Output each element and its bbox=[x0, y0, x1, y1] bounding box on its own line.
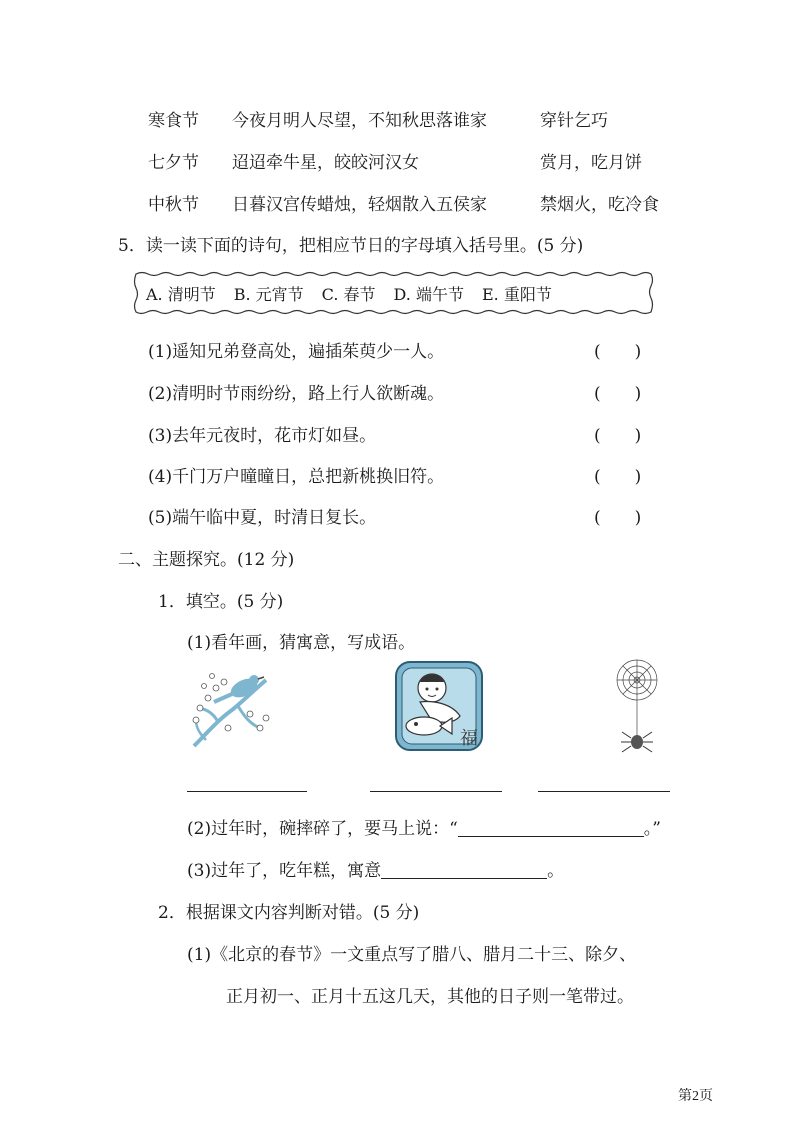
answer-blank-1[interactable] bbox=[187, 790, 307, 792]
poem-line: 今夜月明人尽望，不知秋思落谁家 bbox=[232, 111, 487, 131]
custom-label: 禁烟火，吃冷食 bbox=[540, 195, 659, 215]
poem-line: 迢迢牵牛星，皎皎河汉女 bbox=[232, 153, 419, 173]
subquestion-2-suffix: 。” bbox=[643, 819, 661, 839]
answer-parentheses[interactable]: ( ) bbox=[594, 508, 642, 528]
custom-label: 穿针乞巧 bbox=[540, 111, 608, 131]
poem-text: (2)清明时节雨纷纷，路上行人欲断魂。 bbox=[148, 384, 445, 404]
answer-blank-3[interactable] bbox=[538, 790, 670, 792]
poem-text: (3)去年元夜时，花市灯如昼。 bbox=[148, 426, 377, 446]
page-number: 第2页 bbox=[678, 1089, 713, 1104]
judgement-item-line: (1)《北京的春节》一文重点写了腊八、腊月二十三、除夕、 bbox=[187, 945, 637, 965]
festival-label: 中秋节 bbox=[148, 195, 199, 215]
option-d: D. 端午节 bbox=[393, 285, 464, 304]
section-2-title: 二、主题探究。(12 分) bbox=[118, 550, 295, 570]
answer-parentheses[interactable]: ( ) bbox=[594, 384, 642, 404]
poem-item bbox=[148, 503, 648, 527]
subquestion-3 bbox=[187, 856, 564, 881]
answer-parentheses[interactable]: ( ) bbox=[594, 426, 642, 446]
options-box bbox=[132, 270, 655, 316]
question-5-title: 5．读一读下面的诗句，把相应节日的字母填入括号里。(5 分) bbox=[118, 236, 584, 256]
question-2-title: 2．根据课文内容判断对错。(5 分) bbox=[158, 903, 420, 923]
poem-text: (5)端午临中夏，时清日复长。 bbox=[148, 508, 377, 528]
answer-blank-phrase[interactable] bbox=[458, 818, 644, 837]
poem-item bbox=[148, 337, 648, 361]
judgement-item-line: 正月初一、正月十五这几天，其他的日子则一笔带过。 bbox=[226, 987, 634, 1007]
magpie-plum-icon bbox=[188, 658, 272, 759]
festival-label: 七夕节 bbox=[148, 153, 199, 173]
spider-web-icon bbox=[610, 658, 664, 761]
answer-blank-meaning[interactable] bbox=[381, 860, 547, 879]
answer-blank-2[interactable] bbox=[370, 790, 502, 792]
festival-label: 寒食节 bbox=[148, 111, 199, 131]
subquestion-2 bbox=[187, 814, 661, 839]
option-e: E. 重阳节 bbox=[481, 285, 552, 304]
option-a: A. 清明节 bbox=[146, 285, 216, 304]
poem-text: (1)遥知兄弟登高处，遍插茱萸少一人。 bbox=[148, 342, 445, 362]
match-row bbox=[148, 190, 708, 214]
poem-item bbox=[148, 462, 648, 486]
question-1-title: 1．填空。(5 分) bbox=[158, 592, 284, 612]
poem-text: (4)千门万户曈曈日，总把新桃换旧符。 bbox=[148, 467, 445, 487]
child-fish-icon bbox=[394, 660, 484, 757]
match-row bbox=[148, 148, 708, 172]
answer-parentheses[interactable]: ( ) bbox=[594, 342, 642, 362]
subquestion-3-prefix: (3)过年了，吃年糕，寓意 bbox=[187, 861, 382, 881]
subquestion-3-suffix: 。 bbox=[547, 861, 565, 881]
custom-label: 赏月，吃月饼 bbox=[540, 153, 642, 173]
subquestion-1: (1)看年画，猜寓意，写成语。 bbox=[187, 633, 416, 653]
option-b: B. 元宵节 bbox=[233, 285, 304, 304]
subquestion-2-prefix: (2)过年时，碗摔碎了，要马上说：“ bbox=[187, 819, 458, 839]
match-row bbox=[148, 106, 708, 130]
answer-parentheses[interactable]: ( ) bbox=[594, 467, 642, 487]
option-c: C. 春节 bbox=[321, 285, 376, 304]
poem-line: 日暮汉宫传蜡烛，轻烟散入五侯家 bbox=[232, 195, 487, 215]
poem-item bbox=[148, 379, 648, 403]
fu-character: 福 bbox=[460, 728, 478, 749]
poem-item bbox=[148, 421, 648, 445]
